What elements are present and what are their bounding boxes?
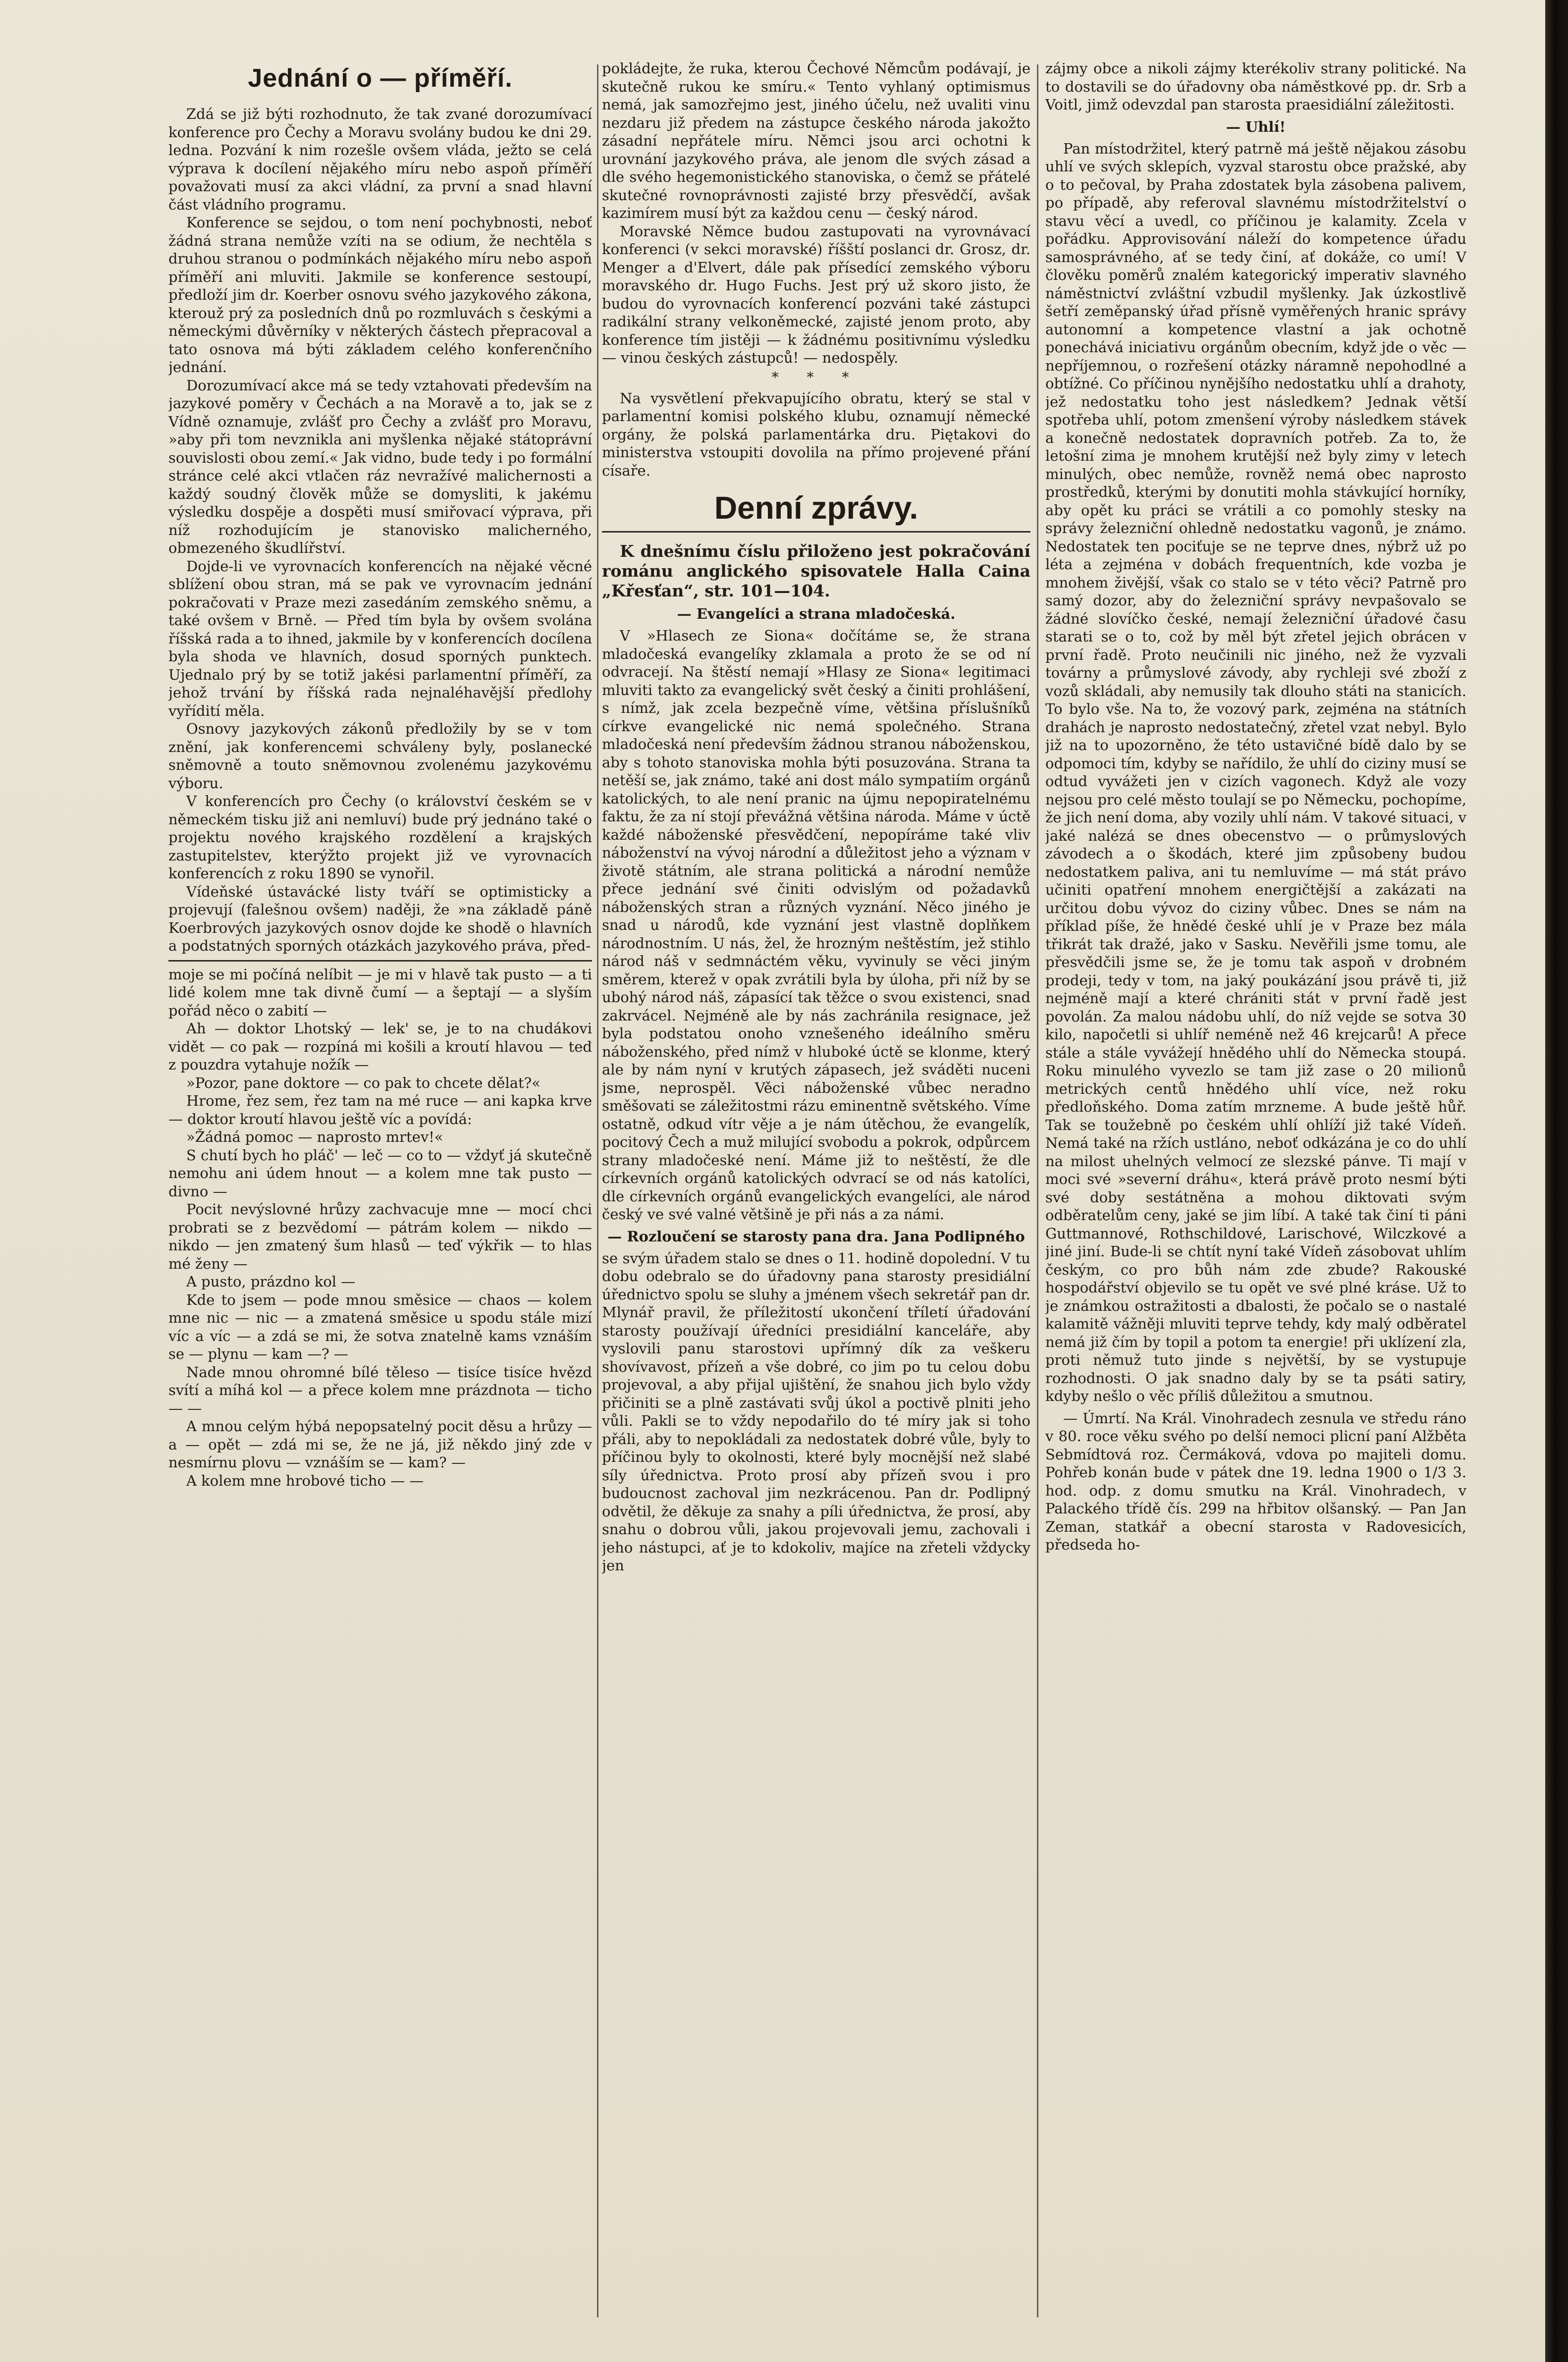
news-subheading: — Evangelíci a strana mladočeská. — [677, 605, 956, 622]
news-subheading: — Uhlí! — [1226, 118, 1286, 135]
article-paragraph: V »Hlasech ze Siona« dočítáme se, že strana mladočeská evangelíky zklamala a proto že se od ní odvracejí. Na štěstí nemají »Hlasy ze Siona« legitimaci mluviti takto za evangelický svět český a činiti prohlášení, s nímž, jak zcela bezpečně víme, většina příslušníků církve evangelické nic nemá společného. Strana mladočeská není především žádnou stranou náboženskou, aby s tohoto stanoviska mohla býti posuzována. Strana ta netěší se, jak známo, také ani dost málo sympatiím orgánů katolických, to ale není pranic na újmu nepopiratelnému faktu, že za ní stojí převážná většina národa. Máme v úctě každé náboženské přesvědčení, nepopíráme také vliv náboženství na vývoj národní a důležitost jeho a význam v životě státním, ale strana politická a národní nemůže přece jednání své činiti odvislým od požadavků náboženských stran a různých vyznání. Něco jiného je snad u národů, kde vyznání jest vlastně doplňkem národnostním. U nás, žel, že hrozným neštěstím, jež stihlo národ náš v sedmnáctém věku, vyvinuly se věci jiným směrem, kterež v opak zvrátili byla by úloha, při níž by se ubohý národ náš, zápasící tak těžce o svou existenci, snad zakrvácel. Nejméně ale by nás zachránila resignace, jež byla podstatou onoho vznešeného ideálního směru náboženského, před nímž v hluboké úctě se klonme, který ale by nám nyní v krutých zápasech, jež sváděti nuceni jsme, neprospěl. Věci náboženské vůbec neradno směšovati se záležitostmi rázu eminentně světského. Víme ostatně, odkud vítr věje a je nám útěchou, že evangelík, pocitový Čech a muž milující svobodu a pokrok, odpůrcem strany mladočeské není. Máme již to neštěstí, že dle církevních orgánů katolických odvrací se od nás katolíci, dle církevních orgánů evangelických evangelíci, ale národ český ve své valné většině je při nás a za námi. — [602, 627, 1030, 1223]
feuilleton-paragraph: A kolem mne hrobové ticho — — — [186, 1472, 424, 1489]
article-paragraph: Dorozumívací akce má se tedy vztahovati především na jazykové poměry v Čechách a na Moravě a to, jak se z Vídně oznamuje, zvlášť pro Čechy a zvlášť pro Moravu, »aby při tom nevznikla ani myšlenka nějaké státoprávní souvislosti obou zemí.« Jak vidno, bude tedy i po formální stránce celé akci vtlačen ráz nevražívé malichernosti a každý soudný člověk může se domysliti, k jakému výsledku dospěje a dospěti musí smiřovací výprava, při níž rozhodujícím je stanovisko malicherného, obmezeného škudlířství. — [168, 376, 592, 556]
feuilleton-paragraph: A mnou celým hýbá nepopsatelný pocit děsu a hrůzy — a — opět — zdá mi se, že ne já, již někdo jiný zde v nesmírnu plovu — vznáším se — kam? — — [168, 1418, 592, 1471]
column-divider — [1037, 64, 1038, 2317]
article-paragraph: Pan místodržitel, který patrně má ještě nějakou zásobu uhlí ve svých sklepích, vyzval starostu obce pražské, aby o to pečoval, by Praha zdostatek byla zásobena palivem, po případě, aby referoval slavnému místodržitelství o stavu věcí a uvedl, co příčinou je kalamity. Zcela v pořádku. Approvisování náleží do kompetence úřadu samosprávného, ať se tedy činí, ať dokáže, co umí! V člověku poměrů znalém kategorický imperativ slavného náměstnictví zvláštní vzbudil myšlenky. Jak úzkostlivě šetří zeměpanský úřad přísně vyměřených hranic správy autonomní a kompetence vlastní a jak ochotně ponechává iniciativu orgánům obecním, když jde o věc — nepříjemnou, o rozřešení otázky náramně nepohodlné a obtížné. Co příčinou nynějšího nedostatku uhlí a drahoty, jež nedostatku toho jest následkem? Jednak větší spotřeba uhlí, potom zmenšení výroby následkem stávek a konečně nedostatek dopravních potřeb. Za to, že letošní zima je mnohem krutější než byly zimy v letech minulých, obec nemůže, rovněž nemá obec naprosto prostředků, kterými by donutiti mohla stávkující horníky, aby opět ku práci se vrátili a co pomohly stesky na správy železniční ohledně nedostatku vagonů, je známo. Nedostatek ten pociťuje se ne teprve dnes, nýbrž už po léta a zejména v dobách frequentních, kde vozba je mnohem živější, však co stalo se v této věci? Patrně pro samý dozor, aby do železniční správy nevpašovalo se žádné slovíčko české, nemají železniční úřadové času starati se o to, což by měl být zřetel jejich obrácen v první řadě. Proto neučinili nic jiného, než že vyzvali továrny a průmyslové závody, aby rychleji své zboží z vozů skládali, aby nemusily tak dlouho státi na stanicích. To bylo vše. Na to, že vozový park, zejména na státních drahách je naprosto nedostatečný, zřetel vzat nebyl. Bylo již na to upozorněno, že této ustavičné bídě dalo by se odpomoci tím, kdyby se nařídilo, že uhlí do ciziny musí se odtud vyvážeti jen v cizích vagonech. Když ale vozy nejsou pro celé město toulají se po Německu, pochopíme, že jich není doma, aby vozily uhlí nám. V takové situaci, v jaké nalézá se dnes obecenstvo — o průmyslových závodech a o škodách, které jim způsobeny budou nedostatkem paliva, ani tu nemluvíme — má stát právo učiniti opatření mnohem energičtější a zakázati na určitou dobu vývoz do ciziny vůbec. Dnes se nám na příklad píše, že hnědé české uhlí je v Praze bez mála třikrát tak dražé, jako v Sasku. Nevěřili jsme tomu, ale přesvědčili jsme se, že je tomu tak aspoň v drobném prodeji, tedy v tom, na jaký poukázání jsou právě ti, již nejméně mají a které chrániti stát v první řadě jest povolán. Za malou nádobu uhlí, do níž vejde se sotva 30 kilo, napočetli si uhlíř neméně než 46 krejcarů! A přece stále a stále vyvážejí hnědého uhlí do Německa stoupá. Roku minulého vyvezlo se tam již zase o 20 milionů metrických centů hnědého uhlí více, než roku předloňského. Doma zatím mrzneme. A bude ještě hůř. Tak se toužebně po českém uhlí ohlíží již také Vídeň. Nemá také na ržích ustláno, neboť odkázána je co do uhlí na milost uhelných velmocí ze slezské pánve. Ti mají v moci své »severní dráhu«, která právě proto nesmí býti své doby sestátněna a mohou diktovati svým odběratelům ceny, jaké se jim líbí. A také tak činí ti páni Guttmannové, Rothschildové, Larischové, Wilczkové a jiné jiní. Bude-li se chtít nyní také Vídeň zásobovat uhlím českým, co pro bůh nám zde zbude? Rakouské hospodářství objevilo se tu opět ve své plné kráse. Už to je známkou ostražitosti a dbalosti, že počalo se o nastalé kalamitě vážněji mluviti teprve tehdy, kdy malý odběratel nemá již čím by topil a potom ta energie! při uklízení zla, proti němuž tuto jinde s největší, by se vystupuje rozhodnosti. O jak snadno daly by se ta psáti satiry, kdyby nešlo o věc příliš důležitou a smutnou. — [1045, 140, 1466, 1404]
column-1 — [168, 59, 592, 2327]
column-3 — [1045, 59, 1466, 2327]
feuilleton-paragraph: S chutí bych ho pláč' — leč — co to — vždyť já skutečně nemohu ani údem hnout — a kolem mne tak pusto — divno — — [168, 1146, 592, 1200]
news-subheading: — Rozloučení se starosty pana dra. Jana Podlipného — [607, 1228, 1025, 1245]
feuilleton-paragraph: »Pozor, pane doktore — co pak to chcete dělat?« — [186, 1074, 541, 1091]
feuilleton-paragraph: Pocit nevýslovné hrůzy zachvacuje mne — mocí chci probrati se z bezvědomí — pátrám kolem — nikdo — nikdo — jen zmatený šum hlasů — teď výkřik — to hlas mé ženy — — [168, 1201, 592, 1272]
feuilleton-paragraph: Hrome, řez sem, řez tam na mé ruce — ani kapka krve — doktor kroutí hlavou ještě víc a povídá: — [168, 1092, 592, 1127]
article-paragraph: Vídeňské ústavácké listy tváří se optimisticky a projevují (falešnou ovšem) naději, že »na základě páně Koerbrových jazykových osnov dojde ke shodě o hlavních a podstatných sporných otázkách jazykového práva, před- — [168, 883, 592, 954]
feuilleton-paragraph: Ah — doktor Lhotský — lek' se, je to na chudákovi vidět — co pak — rozpíná mi košili a kroutí hlavou — teď z pouzdra vytahuje nožík — — [168, 1020, 592, 1073]
article-paragraph: pokládejte, že ruka, kterou Čechové Němcům podávají, je skutečně rukou ke smíru.« Tento vyhlaný optimismus nemá, jak samozřejmo jest, jiného účelu, než uvaliti vinu nezdaru již předem na zástupce českého národa jakožto zásadní nepřátele míru. Němci jsou arci ochotni k urovnání jazykového práva, ale jenom dle svých zásad a dle svého hegemonistického stanoviska, o čemž se přátelé skutečné rovnoprávnosti zajisté brzy přesvědčí, avšak kazimírem musí být za každou cenu — český národ. — [602, 60, 1030, 221]
column-divider — [597, 64, 598, 2317]
article-heading-jednani: Jednání o — příměří. — [248, 64, 513, 93]
article-paragraph: zájmy obce a nikoli zájmy kterékoliv strany politické. Na to dostavili se do úřadovny oba náměstkové pp. dr. Srb a Voitl, jimž odevzdal pan starosta praesidiální záležitosti. — [1045, 60, 1466, 113]
article-paragraph: Konference se sejdou, o tom není pochybnosti, neboť žádná strana nemůže vzíti na se odium, že nechtěla s druhou stranou o podmínkách nějakého míru nebo aspoň příměří ani mluviti. Jakmile se konference sestoupí, předloží jim dr. Koerber osnovu svého jazykového zákona, kterouž prý za posledních dnů po rozmluvách s českými a německými důvěrníky v některých částech přepracoval a tato osnova má býti základem celého konferenčního jednání. — [168, 214, 592, 376]
article-paragraph: se svým úřadem stalo se dnes o 11. hodině dopolední. V tu dobu odebralo se do úřadovny pana starosty presidiální úřednictvo spolu se sluhy a jménem všech sekretář pan dr. Mlynář pravil, že příležitostí ukončení tříletí úřadování starosty používají úředníci presidiální kanceláře, aby vyslovili panu starostovi upřímný dík za veškeru shovívavost, přízeň a vše dobré, co jim po tu celou dobu projevoval, a aby přijal ujištění, že snahou jich bylo vždy přičiniti se a plně zastávati svůj úkol a poctivě plniti jeho vůli. Pakli se to vždy nepodařilo do té míry jak si toho přáli, aby to nepokládali za nedostatek dobré vůle, byly to příčinou byly to okolnosti, které byly mocnější než slabé síly úřednictva. Proto prosí aby přízeň svou i pro budoucnost zachoval jim nezkrácenou. Pan dr. Podlipný odvětil, že děkuje za snahy a píli úřednictva, že prosí, aby snahu o dobrou vůli, jakou projevovali jemu, zachovali i jeho nástupci, ať je to kdokoliv, majíce na zřeteli vždycky jen — [602, 1249, 1030, 1574]
section-heading-denni-zpravy: Denní zprávy. — [602, 489, 1030, 533]
article-paragraph: Zdá se již býti rozhodnuto, že tak zvané dorozumívací konference pro Čechy a Moravu svolány budou ke dni 29. ledna. Pozvání k nim rozešle ovšem vláda, ježto se celá výprava k docílení nějakého míru nebo aspoň příměří považovati musí za akci vládní, za první a snad hlavní část vládního programu. — [168, 106, 592, 213]
feuilleton-paragraph: moje se mi počíná nelíbit — je mi v hlavě tak pusto — a ti lidé kolem mne tak divně čumí — a šeptají — a slyším pořád něco o zabití — — [168, 966, 592, 1019]
article-paragraph: Osnovy jazykových zákonů předložily by se v tom znění, jak konferencemi schváleny byly, poslanecké sněmovně a touto sněmovnou zvolenému jazykovému výboru. — [168, 720, 592, 792]
article-paragraph: Moravské Němce budou zastupovati na vyrovnávací konferenci (v sekci moravské) říšští poslanci dr. Grosz, dr. Menger a d'Elvert, dále pak přísedící zemského výboru moravského dr. Hugo Fuchs. Jest prý už skoro jisto, že budou do vyrovnacích konferencí pozváni také zástupci radikální strany velkoněmecké, zajisté jenom proto, aby konference tím jistěji — k žádnému positivnímu výsledku — vinou českých zástupců! — nedospěly. — [602, 222, 1030, 366]
feuilleton-section — [168, 960, 592, 1490]
feuilleton-paragraph: A pusto, prázdno kol — — [186, 1273, 356, 1290]
feuilleton-paragraph: »Žádná pomoc — naprosto mrtev!« — [186, 1128, 443, 1145]
section-stars: * * * — [771, 369, 861, 385]
column-2 — [602, 59, 1030, 2327]
supplement-notice: K dnešnímu číslu přiloženo jest pokračování románu anglického spisovatele Halla Caina „Křesťan“, str. 101—104. — [602, 541, 1030, 600]
article-paragraph: Dojde-li ve vyrovnacích konferencích na nějaké věcné sblížení obou stran, má se pak ve vyrovnacím jednání pokračovati v Praze mezi zasedáním zemského sněmu, a také ovšem v Brně. — Před tím byla by ovšem svolána říšská rada a to ihned, jakmile by v konferencích docílena byla shoda ve hlavních, dosud sporných punktech. Ujednalo prý by se totiž jakési parlamentní příměří, za jehož trvání by říšská rada nejnaléhavější předlohy vyřídití měla. — [168, 557, 592, 719]
feuilleton-paragraph: Nade mnou ohromné bílé těleso — tisíce tisíce hvězd svítí a míhá kol — a přece kolem mne prázdnota — ticho — — — [168, 1363, 592, 1417]
feuilleton-paragraph: Kde to jsem — pode mnou směsice — chaos — kolem mne nic — nic — a zmatená směsice u spodu stále mizí víc a víc — a zdá se mi, že sotva znatelně kams vznáším se — plynu — kam —? — — [168, 1291, 592, 1362]
article-paragraph: Na vysvětlení překvapujícího obratu, který se stal v parlamentní komisi polského klubu, oznamují německé orgány, že polská parlamentárka dru. Piętakovi do ministerstva vstoupiti dovolila na přímo projevené přání císaře. — [602, 389, 1030, 479]
page-dark-edge — [1545, 0, 1568, 2362]
article-paragraph: — Úmrtí. Na Král. Vinohradech zesnula ve středu ráno v 80. roce věku svého po delší nemoci plicní paní Alžběta Sebmídtová roz. Čermáková, vdova po majiteli domu. Pohřeb konán bude v pátek dne 19. ledna 1900 o 1/3 3. hod. odp. z domu smutku na Král. Vinohradech, v Palackého třídě čís. 299 na hřbitov olšanský. — Pan Jan Zeman, statkář a obecní starosta v Radovesicích, předseda ho- — [1045, 1409, 1466, 1553]
article-paragraph: V konferencích pro Čechy (o království českém se v německém tisku již ani nemluví) bude prý jednáno také o projektu nového krajského rozdělení a krajských zastupitelstev, kterýžto projekt již ve vyrovnacích konferencích z roku 1890 se vynořil. — [168, 793, 592, 882]
